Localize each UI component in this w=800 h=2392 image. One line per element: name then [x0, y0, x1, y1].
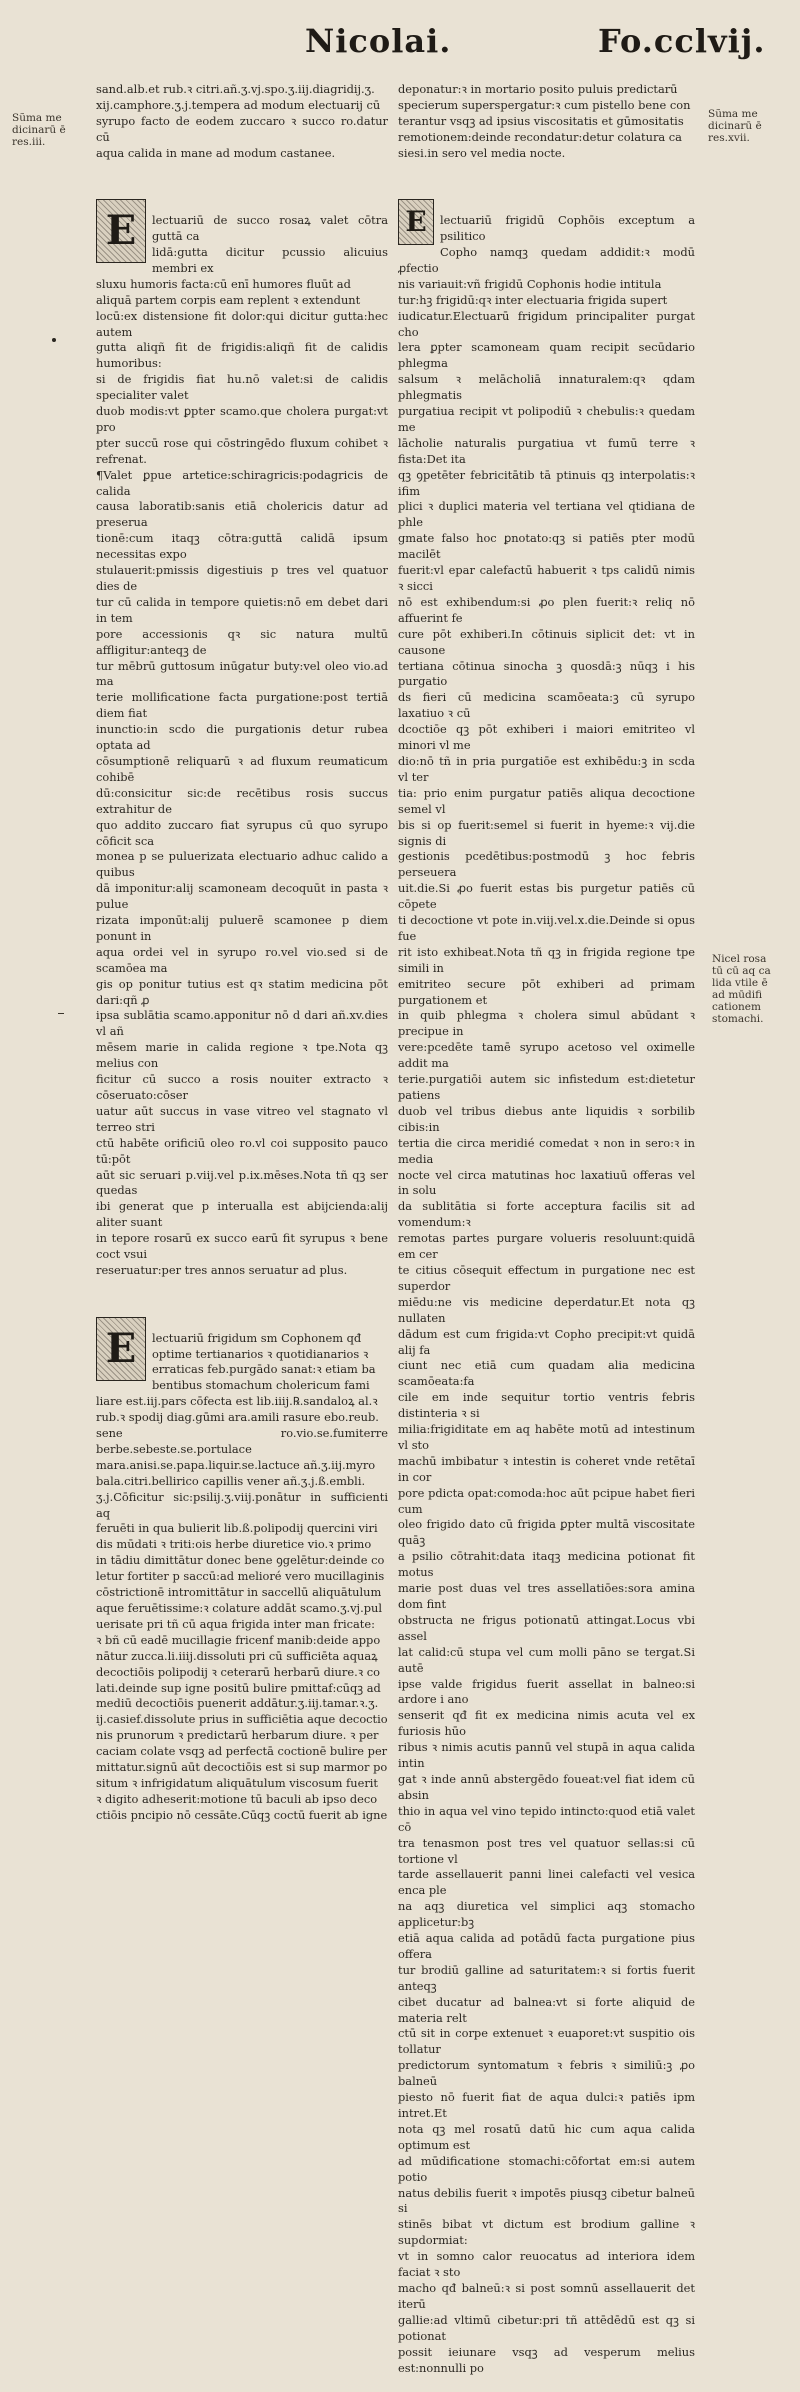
folio-number: Fo.cclvij.	[598, 22, 766, 60]
margin-note-left: Sũma me dicinarū ē res.iii.	[12, 112, 66, 148]
electuary-rose-juice-paragraph: lectuariū de succo rosaꝝ valet cōtra guttā ca lidā:gutta dicitur pcussio alicuius membri ex sluxu humoris facta:cū enī humores fluūt ad aliquā partem corpis eam replent ꝛ extendunt locū:ex distensione fit dolor:qui dicitur gutta:hec autem gutta aliqñ fit de frigidis:aliqñ fit de calidis humoribus: si de frigidis fiat hu.nō valet:si de calidis specialiter valet duob modis:vt ꝑpter scamo.que cholera purgat:vt pro pter succū rose qui cōstringēdo fluxum cohibet ꝛ refrenat. ¶Valet ꝑpue artetice:schiragricis:podagricis de calida causa laboratib:sanis etiā cholericis datur ad preserua tionē:cum itaqꝫ cōtra:guttā calidā ipsum necessitas expo stulauerit:pmissis digestiuis p tres vel quatuor dies de tur cū calida in tempore quietis:nō em debet dari in tem pore accessionis qꝛ sic natura multū affligitur:anteqꝫ de tur mēbrū guttosum inūgatur buty:vel oleo vio.ad ma terie mollificatione facta purgatione:post tertiā diem fiat inunctio:in scdo die purgationis detur rubea optata ad cōsumptionē reliquarū ꝛ ad fluxum reumaticum cohibē dū:consicitur sic:de recētibus rosis succus extrahitur de quo addito zuccaro fiat syrupus cū quo syrupo cōficit sca monea p se puluerizata electuario adhuc calido a quibus dā imponitur:alij scamoneam decoquūt in pasta ꝛ pulue rizata imponūt:alij puluerē scamonee p diem ponunt in aqua ordei vel in syrupo ro.vel vio.sed si de scamōea ma gis op ponitur tutius est qꝛ statim medicina pōt dari:qñ ꝓ ipsa sublātia scamo.apponitur nō d dari añ.xv.dies vl añ mēsem marie in calida regione ꝛ tpe.Nota qꝫ melius con ficitur cū succo a rosis nouiter extracto ꝛ cōseruato:cōser uatur aūt succus in vase vitreo vel stagnato vl terreo stri ctū habēte orificiū oleo ro.vl coi supposito pauco tū:pōt aūt sic seruari p.viij.vel p.ix.mēses.Nota tñ qꝫ ser quedas ibi generat que p interualla est abijcienda:alij aliter suant in tepore rosarū ex succo earū fit syrupus ꝛ bene coct vsui reseruatur:per tres annos seruatur ad plus.	[96, 213, 388, 1277]
electuary-cold-cophon-paragraph: lectuariū frigidum sm Cophonem qđ optime tertianarios ꝛ quotidianarios ꝛ erraticas feb.purgādo sanat:ꝛ etiam ba bentibus stomachum cholericum fami liare est.iij.pars cōfecta est lib.iiij.℞.sandaloꝝ al.ꝛ rub.ꝛ spodij diag.gūmi ara.amili rasure ebo.reub. sene ro.vio.se.fumiterre berbe.sebeste.se.portulace mara.anisi.se.papa.liquir.se.lactuce añ.ʒ.iij.myro bala.citri.bellirico capillis vener añ.ʒ.j.ß.embli. ʒ.j.Cōficitur sic:psilij.ʒ.viij.ponātur in sufficienti aq feruēti in qua bulierit lib.ß.polipodij quercini viri dis mūdati ꝛ triti:ois herbe diuretice vio.ꝛ primo in tādiu dimittātur donec bene ꝯgelētur:deinde co letur fortiter p saccū:ad melioré vero mucillaginis cōstrictionē intromittātur in saccellū aliquātulum aque feruētissime:ꝛ colature addāt scamo.ʒ.vj.pul uerisate pri tñ cū aqua frigida inter man fricate: ꝛ bñ cū eadē mucillagie fricenf manib:deide appo nātur zucca.li.iiij.dissoluti pri cū sufficiēta aquaꝝ decoctiōis polipodij ꝛ ceterarū herbarū diure.ꝛ co lati.deinde sup igne positū bulire pmittaf:cūqꝫ ad mediū decoctiōis puenerit addātur.ʒ.iij.tamar.ꝛ.ʒ. ij.casief.dissolute prius in sufficiētia aque decoctio nis prunorum ꝛ predictarū herbarum diure. ꝛ per caciam colate vsqꝫ ad perfectā coctionē bulire per mittatur.signū aūt decoctiōis est si sup marmor po situm ꝛ infrigidatum aliquātulum viscosum fuerit ꝛ digito adheserit:motione tū baculi ab ipso deco ctiōis pncipio nō cessāte.Cūqꝫ coctū fuerit ab igne	[96, 1330, 388, 1822]
left-opening-paragraph: sand.alb.et rub.ꝛ citri.añ.ʒ.vj.spo.ʒ.iij.diagridij.ʒ. xij.camphore.ʒ.j.tempera ad modum electuarij cū syrupo facto de eodem zuccaro ꝛ succo ro.datur cū aqua calida in mane ad modum castanee.	[96, 81, 388, 160]
running-title: Nicolai.	[305, 22, 452, 60]
page-header	[0, 22, 800, 62]
decorated-initial-e: E	[398, 199, 434, 245]
right-opening-paragraph: deponatur:ꝛ in mortario posito puluis predictarū specierum superspergatur:ꝛ cum pistello bene con terantur vsqꝫ ad ipsius viscositatis et gūmositatis remotionem:deinde recondatur:detur colatura ca siesi.in sero vel media nocte.	[398, 81, 691, 160]
margin-bullet-mark	[52, 338, 56, 342]
margin-dash-mark	[58, 1013, 64, 1014]
left-text-column	[96, 66, 388, 1840]
right-text-column	[398, 66, 695, 2392]
decorated-initial-e: E	[96, 1317, 146, 1381]
decorated-initial-e: E	[96, 199, 146, 263]
margin-note-right-bottom: Nicel rosa tū cū aq ca lida vtile ē ad mūdifi cationem stomachi.	[712, 953, 771, 1025]
margin-note-right-top: Sũma me dicinarū ē res.xvii.	[708, 108, 762, 144]
electuary-cold-cophonis-paragraph: lectuariū frigidū Cophōis exceptum a psilitico Copho namqꝫ quedam addidit:ꝛ modū ꝓfectio nis variauit:vñ frigidū Cophonis hodie intitula tur:hꝫ frigidū:qꝛ inter electuaria frigida supert iudicatur.Electuarū frigidum principaliter purgat cho lera ꝑpter scamoneam quam recipit secūdario phlegma salsum ꝛ melācholiā innaturalem:qꝛ qdam phlegmatis purgatiua recipit vt polipodiū ꝛ chebulis:ꝛ quedam me lācholie naturalis purgatiua vt fumū terre ꝛ fista:Det ita qꝫ ꝯpetēter febricitātib tā ptinuis qꝫ interpolatis:ꝛ ifim plici ꝛ duplici materia vel tertiana vel qtidiana de phle gmate falso hoc ꝑnotato:qꝫ si patiēs pter modū macilēt fuerit:vl epar calefactū habuerit ꝛ tps calidū nimis ꝛ sicci nō est exhibendum:si ꝓo plen fuerit:ꝛ reliq nō affuerint fe cure pōt exhiberi.In cōtinuis siplicit det: vt in causone tertiana cōtinua sinocha ꝫ quosdā:ꝫ nūqꝫ i his purgatio ds fieri cū medicina scamōeata:ꝫ cū syrupo laxatiuo ꝛ cū dcoctiōe qꝫ pōt exhiberi i maiori emitriteo vl minori vl me dio:nō tñ in pria purgatiōe est exhibēdu:ꝫ in scda vl ter tia: prio enim purgatur patiēs aliqua decoctione semel vl bis si op fuerit:semel si fuerit in hyeme:ꝛ vij.die signis di gestionis pcedētibus:postmodū ꝫ hoc febris perseuera uit.die.Si ꝓo fuerit estas bis purgetur patiēs cū cōpete ti decoctione vt pote in.viij.vel.x.die.Deinde si opus fue rit isto exhibeat.Nota tñ qꝫ in frigida regione tpe simili in emitriteo secure pōt exhiberi ad primam purgationem et in quib phlegma ꝛ cholera simul abūdant ꝛ precipue in vere:pcedēte tamē syrupo acetoso vel oximelle addit ma terie.purgatiōi autem sic infistedum est:dietetur patiens duob vel tribus diebus ante liquidis ꝛ sorbilib cibis:in tertia die circa meridié comedat ꝛ non in sero:ꝛ in media nocte vel circa matutinas hoc laxatiuū offeras vel in solu da sublitātia si forte acceptura facilis sit ad vomendum:ꝛ remotas partes purgare volueris resoluunt:quidā em cer te citius cōsequit effectum in purgatione nec est superdor miēdu:ne vis medicine deperdatur.Et nota qꝫ nullaten dādum est cum frigida:vt Copho precipit:vt quidā alij fa ciunt nec etiā cum quadam alia medicina scamōeata:fa cile em inde sequitur tortio ventris febris distinteria ꝛ si milia:frigiditate em aq habēte motū ad intestinum vl sto machū imbibatur ꝛ intestin is coheret vnde retētaī in cor pore pdicta opat:comoda:hoc aūt pcipue habet fieri cum oleo frigido dato cū frigida ꝑpter multā viscositate quāꝫ a psilio cōtrahit:data itaqꝫ medicina potionat fit motus marie post duas vel tres assellatiōes:sora amina dom fint obstructa ne frigus potionatū attingat.Locus vbi assel lat calid:cū stupa vel cum molli pāno se tergat.Si autē ipse valde frigidus fuerit assellat in balneo:si ardore i ano senserit qđ fit ex medicina nimis acuta vel ex furiosis hūo ribus ꝛ nimis acutis pannū vel stupā in aqua calida intin gat ꝛ inde annū abstergēdo foueat:vel fiat idem cū absin thio in aqua vel vino tepido intincto:quod etiā valet cō tra tenasmon post tres vel quatuor sellas:si cū tortione vl tarde assellauerit panni linei calefacti vel vesica enca ple na aqꝫ diuretica vel simplici aqꝫ stomacho applicetur:bꝫ etiā aqua calida ad potādū facta purgatione pius offera tur brodiū galline ad saturitatem:ꝛ si fortis fuerit anteqꝫ cibet ducatur ad balnea:vt si forte aliquid de materia relt ctū sit in corpe extenuet ꝛ euaporet:vt suspitio ois tollatur predictorum syntomatum ꝛ febris ꝛ similiū:ꝫ ꝓo balneū piesto nō fuerit fiat de aqua dulci:ꝛ patiēs ipm intret.Et nota qꝫ mel rosatū datū hic cum aqua calida optimum est ad mūdificatione stomachi:cōfortat em:si autem potio natus debilis fuerit ꝛ impotēs piusqꝫ cibetur balneū si stinēs bibat vt dictum est brodium galline ꝛ supdormiat: vt in somno calor reuocatus ad interiora idem faciat ꝛ sto macho qđ balneū:ꝛ si post somnū assellauerit det iterū gallie:ad vltimū cibetur:pri tñ attēdēdū est qꝫ si potionat possit ieiunare vsqꝫ ad vesperum melius est:nonnulli po	[398, 213, 695, 2375]
